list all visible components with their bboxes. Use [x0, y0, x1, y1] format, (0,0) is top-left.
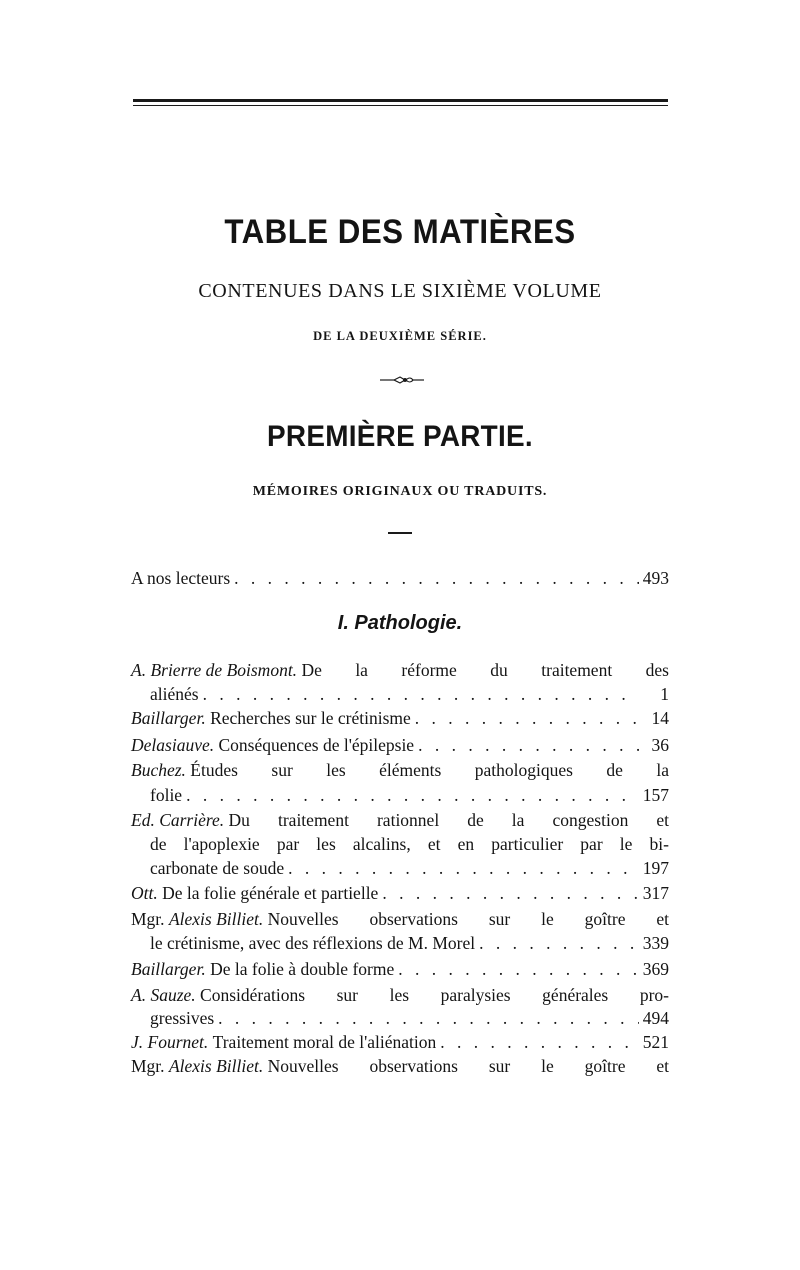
- toc-entry-preface: [131, 566, 669, 590]
- toc-entry: [131, 957, 669, 981]
- entry-text: De la réforme du traitement des: [301, 660, 669, 680]
- entry-author: Ed. Carrière.: [131, 810, 225, 830]
- fleuron-ornament-icon: [380, 372, 424, 386]
- toc-entry-continuation: [150, 832, 669, 856]
- header-rule-thick: [133, 99, 668, 102]
- divider-dash: [388, 532, 412, 534]
- page-number: 369: [642, 959, 669, 979]
- toc-entry: [131, 907, 669, 931]
- page-title: TABLE DES MATIÈRES: [224, 213, 576, 251]
- entry-text: Études sur les éléments pathologiques de la: [190, 760, 669, 780]
- page-number: 14: [651, 708, 669, 728]
- entry-text: Nouvelles observations sur le goître et: [267, 1056, 669, 1076]
- leader-dots: [418, 733, 639, 757]
- toc-entry: [131, 733, 669, 757]
- leader-dots: [440, 1030, 638, 1054]
- header-rule-thin: [133, 105, 668, 106]
- page-subtitle: CONTENUES DANS LE SIXIÈME VOLUME: [198, 280, 602, 302]
- entry-author: Delasiauve.: [131, 735, 215, 755]
- entry-text: Conséquences de l'épilepsie: [218, 735, 415, 755]
- toc-entry: [131, 1054, 669, 1078]
- toc-entry: [131, 706, 669, 730]
- entry-text: De la folie à double forme: [210, 959, 395, 979]
- toc-entry: [131, 808, 669, 832]
- toc-entry: [131, 881, 669, 905]
- toc-entry: [131, 1030, 669, 1054]
- series-line: DE LA DEUXIÈME SÉRIE.: [313, 329, 487, 343]
- leader-dots: [203, 682, 639, 706]
- entry-text: Considérations sur les paralysies générales pro-: [200, 985, 669, 1005]
- entry-author: Alexis Billiet.: [168, 909, 264, 929]
- leader-dots: [479, 931, 639, 955]
- toc-entry-continuation: [150, 1006, 669, 1030]
- page-number: 493: [642, 568, 669, 588]
- entry-prefix: Mgr.: [131, 1056, 165, 1076]
- entry-text: Traitement moral de l'aliénation: [212, 1032, 437, 1052]
- entry-text: Nouvelles observations sur le goître et: [267, 909, 669, 929]
- entry-author: A. Brierre de Boismont.: [131, 660, 298, 680]
- page-number: 197: [642, 858, 669, 878]
- page-number: 1: [660, 684, 669, 704]
- leader-dots: [218, 1006, 639, 1030]
- leader-dots: [415, 706, 639, 730]
- toc-entry: [131, 983, 669, 1007]
- entry-text: gressives: [150, 1008, 215, 1028]
- entry-text: le crétinisme, avec des réflexions de M. Morel: [150, 933, 476, 953]
- section-heading: I. Pathologie.: [337, 612, 463, 634]
- entry-text: De la folie générale et partielle: [162, 883, 379, 903]
- entry-text: Du traitement rationnel de la congestion et: [228, 810, 669, 830]
- toc-entry: [131, 758, 669, 782]
- entry-prefix: Mgr.: [131, 909, 165, 929]
- toc-entry-continuation: [150, 783, 669, 807]
- leader-dots: [398, 957, 639, 981]
- entry-author: Alexis Billiet.: [168, 1056, 264, 1076]
- toc-entry: [131, 658, 669, 682]
- page-number: 317: [642, 883, 669, 903]
- entry-author: Buchez.: [131, 760, 186, 780]
- entry-text: A nos lecteurs: [131, 568, 231, 588]
- entry-text: carbonate de soude: [150, 858, 285, 878]
- page-number: 157: [642, 785, 669, 805]
- leader-dots: [382, 881, 638, 905]
- page-number: 36: [651, 735, 669, 755]
- entry-text: folie: [150, 785, 183, 805]
- entry-author: Baillarger.: [131, 959, 206, 979]
- leader-dots: [234, 566, 639, 590]
- entry-author: J. Fournet.: [131, 1032, 209, 1052]
- part-title: PREMIÈRE PARTIE.: [267, 420, 533, 453]
- entry-author: Baillarger.: [131, 708, 206, 728]
- page-number: 521: [642, 1032, 669, 1052]
- entry-author: A. Sauze.: [131, 985, 196, 1005]
- toc-entry-continuation: [150, 682, 669, 706]
- page-number: 339: [642, 933, 669, 953]
- toc-entry-continuation: [150, 856, 669, 880]
- page-number: 494: [642, 1008, 669, 1028]
- part-subtitle: MÉMOIRES ORIGINAUX OU TRADUITS.: [252, 484, 548, 499]
- toc-entry-continuation: [150, 931, 669, 955]
- leader-dots: [186, 783, 639, 807]
- entry-text: de l'apoplexie par les alcalins, et en particulier par le bi-: [150, 834, 669, 854]
- leader-dots: [288, 856, 639, 880]
- entry-text: aliénés: [150, 684, 199, 704]
- entry-author: Ott.: [131, 883, 158, 903]
- entry-text: Recherches sur le crétinisme: [210, 708, 411, 728]
